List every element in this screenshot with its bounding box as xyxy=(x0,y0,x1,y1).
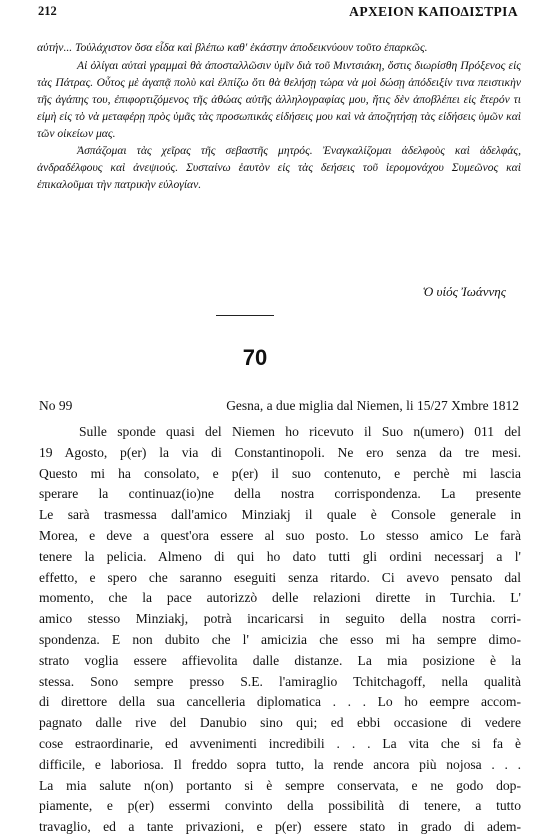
text-line: effetto, e spero che saranno eseguiti senza ritardo. Ci avevo pensato dal xyxy=(39,569,521,585)
text-line: cose estraordinarie, ed avvenimenti incredibili . . . La vita che si fa è xyxy=(39,735,521,751)
text-line: momento, che la pace autorizzò delle relazioni dirette in Turchia. L' xyxy=(39,590,521,606)
text-line: strato voglia essere affievolita dalle distanze. La mia posizione è la xyxy=(39,652,521,668)
text-line: Questo mi ha consolato, e p(er) il suo contenuto, e perchè mi lascia xyxy=(39,465,521,481)
text-line: di direttore della sua cancelleria diplomatica . . . Lo ho eempre accom- xyxy=(39,694,521,710)
greek-letter-text xyxy=(37,40,521,194)
text-line: tenere la pelicia. Almeno di qui ho dato tutti gli ordini necessarj a l' xyxy=(39,548,521,564)
document-number: 70 xyxy=(242,345,268,370)
italian-letter-text xyxy=(39,422,521,838)
greek-paragraph: Ἀσπάζομαι τὰς χεῖρας τῆς σεβαστῆς μητρός. Ἐναγκαλίζομαι ἀδελφοὺς καὶ ἀδελφάς, ἀνδραδέλφους καὶ ἀνεψιούς. Συσταίνω ἑαυτὸν εἰς τὰς δεήσεις τοῦ ἱερομονάχου Συμεῶνος καὶ ἐπικαλοῦμαι τὴν πατρικὴν εὐλογίαν. xyxy=(37,144,521,192)
text-line: sperare la continuaz(io)ne della nostra corrispondenza. La presente xyxy=(39,486,521,502)
text-line: La mia salute n(on) portanto si è sempre conservata, e ne godo dop- xyxy=(39,777,521,793)
section-divider xyxy=(216,315,274,316)
text-line: amico stesso Minziakj, potrà incaricarsi in seguito della nostra corri- xyxy=(39,611,521,627)
text-line: 19 Agosto, p(er) la via di Constantinopoli. Ne ero senza da tre mesi. xyxy=(39,444,521,460)
text-line: spondenza. E non dubito che l' amicizia che esso mi ha sempre dimo- xyxy=(39,631,521,647)
page-number: 212 xyxy=(38,4,57,18)
text-line: piamente, e p(er) essermi convinto della possibilità di tenere, a tutto xyxy=(39,798,521,814)
greek-paragraph: Αἱ ὀλίγαι αὐταὶ γραμμαὶ θὰ ἀποσταλλῶσιν ὑμῖν διὰ τοῦ Μιντσιάκη, ὅστις διωρίσθη Πρόξενος εἰς τὰς Πάτρας. Οὗτος μὲ ἀγαπᾷ πολὺ καὶ ἐλπίζω ὅτι θὰ θελήσῃ τώρα νὰ μοὶ δώσῃ ἀπόδειξίν τινα πειστικὴν τῆς ἀγάπης του, ἐπιφορτιζόμενος τῆς ἀθώας αὐτῆς ἀλληλογραφίας μου, ἥτις δὲν ἀποβλέπει εἰς ἕτερόν τι εἰμὴ εἰς τὸ νὰ μεταφέρῃ πρὸς ὑμᾶς τὰς προσωπικάς εἰδήσεις μου καὶ νὰ ἀποζητήσῃ τὰς εἰδήσεις ὑμῶν καὶ τῶν οἰκείων μας. xyxy=(37,58,521,140)
text-line: stessa. Sono sempre presso S.E. l'amiraglio Tchitchagoff, nella qualità xyxy=(39,673,521,689)
greek-paragraph: αὐτήν... Τοὐλάχιστον ὅσα εἶδα καὶ βλέπω καθ' ἑκάστην ἀποδεικνύουν τοῦτο ἐπαρκῶς. xyxy=(37,41,428,54)
place-date-line: Gesna, a due miglia dal Niemen, li 15/27 Xmbre 1812 xyxy=(226,398,519,413)
signature: Ὁ υἱός Ἰωάννης xyxy=(422,284,506,299)
text-line: Morea, e deve a quest'ora essere al suo posto. Lo stesso amico Le farà xyxy=(39,527,521,543)
page-header xyxy=(38,4,518,24)
running-title: ΑΡΧΕΙΟΝ ΚΑΠΟΔΙΣΤΡΙΑ xyxy=(349,4,518,19)
document-reference: No 99 xyxy=(39,398,73,413)
text-line: Sulle sponde quasi del Niemen ho ricevuto il Suo n(umero) 011 del xyxy=(79,424,521,439)
text-line: travaglio, ed a tante privazioni, e p(er) essere stato in grado di adem- xyxy=(39,819,521,835)
document-meta xyxy=(39,398,519,416)
text-line: Le sarà trasmessa dall'amico Minziakj il quale è Console generale in xyxy=(39,507,521,523)
text-line: pagnato dalle rive del Danubio sino qui; ed ebbi occasione di vedere xyxy=(39,715,521,731)
text-line: difficile, e laboriosa. Il freddo sopra tutto, la rende ancora più nojosa . . . xyxy=(39,756,521,772)
